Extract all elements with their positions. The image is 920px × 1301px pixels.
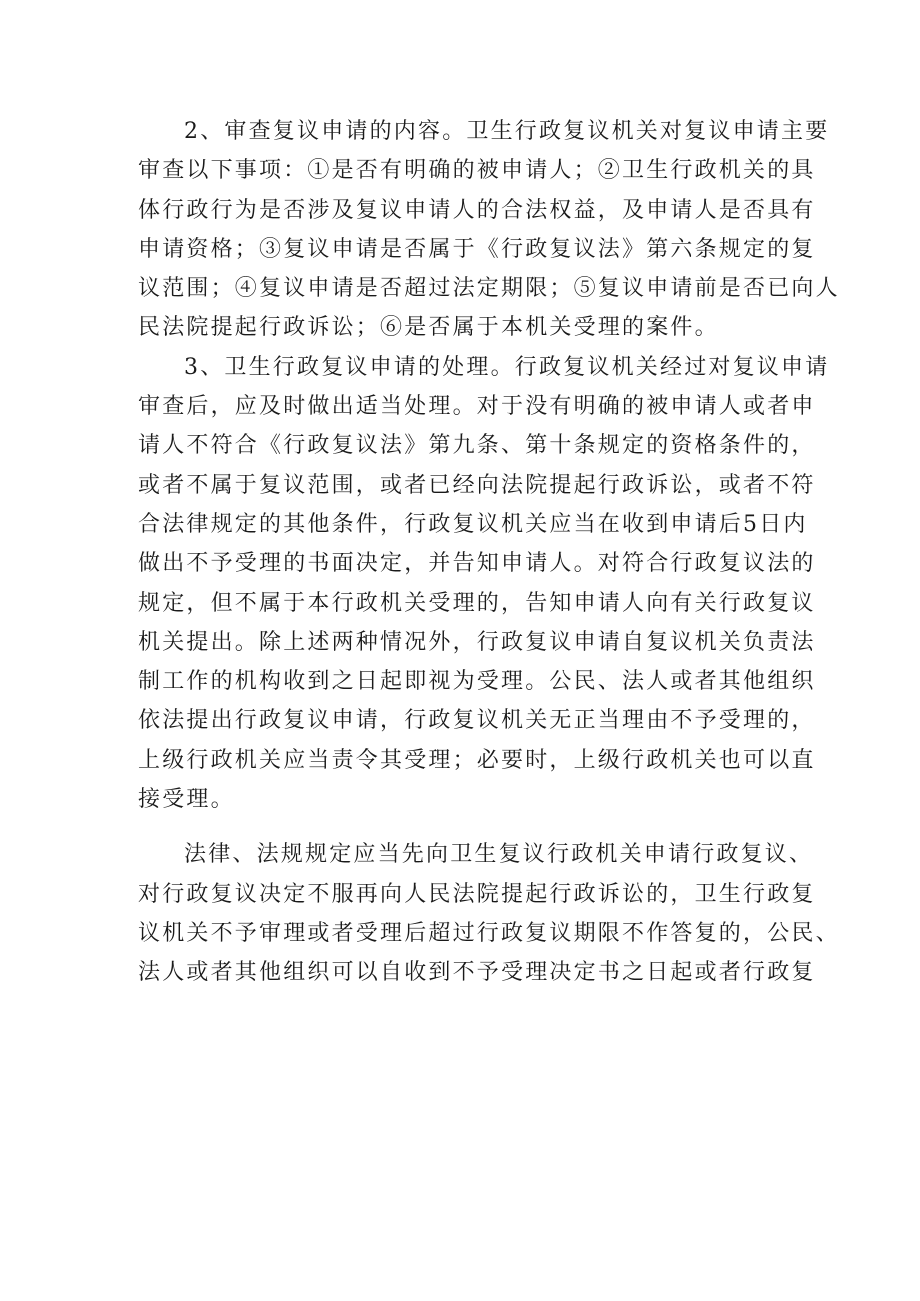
text-line: 接受理。 <box>138 787 235 813</box>
text-line: 上级行政机关应当责令其受理；必要时，上级行政机关也可以直 <box>138 747 816 773</box>
text-line: 审查以下事项：①是否有明确的被申请人；②卫生行政机关的具 <box>138 158 816 184</box>
text-line: 法人或者其他组织可以自收到不予受理决定书之日起或者行政复 <box>138 960 816 986</box>
text-line: 民法院提起行政诉讼；⑥是否属于本机关受理的案件。 <box>138 315 719 341</box>
text-line: 申请资格；③复议申请是否属于《行政复议法》第六条规定的复 <box>138 236 816 262</box>
text-line: 体行政行为是否涉及复议申请人的合法权益，及申请人是否具有 <box>138 197 816 223</box>
text-line: 规定，但不属于本行政机关受理的，告知申请人向有关行政复议 <box>138 590 816 616</box>
text-line: 合法律规定的其他条件，行政复议机关应当在收到申请后5日内 <box>138 511 808 537</box>
text-line: 依法提出行政复议申请，行政复议机关无正当理由不予受理的， <box>138 708 816 734</box>
paragraph-gap <box>138 819 790 835</box>
text-line: 3、卫生行政复议申请的处理。行政复议机关经过对复议申请 <box>184 354 830 380</box>
text-line: 请人不符合《行政复议法》第九条、第十条规定的资格条件的， <box>138 433 816 459</box>
text-line: 议范围；④复议申请是否超过法定期限；⑤复议申请前是否已向人 <box>138 276 840 302</box>
body-text <box>138 112 840 993</box>
text-line: 审查后，应及时做出适当处理。对于没有明确的被申请人或者申 <box>138 394 816 420</box>
text-line: 机关提出。除上述两种情况外，行政复议申请自复议机关负责法 <box>138 629 816 655</box>
text-line: 2、审查复议申请的内容。卫生行政复议机关对复议申请主要 <box>184 119 830 144</box>
text-line: 对行政复议决定不服再向人民法院提起行政诉讼的，卫生行政复 <box>138 881 816 907</box>
text-line: 法律、法规规定应当先向卫生复议行政机关申请行政复议、 <box>184 842 814 868</box>
text-line: 或者不属于复议范围，或者已经向法院提起行政诉讼，或者不符 <box>138 472 816 498</box>
text-line: 议机关不予审理或者受理后超过行政复议期限不作答复的，公民、 <box>138 920 840 946</box>
text-line: 做出不予受理的书面决定，并告知申请人。对符合行政复议法的 <box>138 551 816 577</box>
paragraph-4 <box>138 835 840 992</box>
paragraph-3 <box>138 348 830 820</box>
paragraph-2 <box>138 112 840 348</box>
text-line: 制工作的机构收到之日起即视为受理。公民、法人或者其他组织 <box>138 669 816 695</box>
